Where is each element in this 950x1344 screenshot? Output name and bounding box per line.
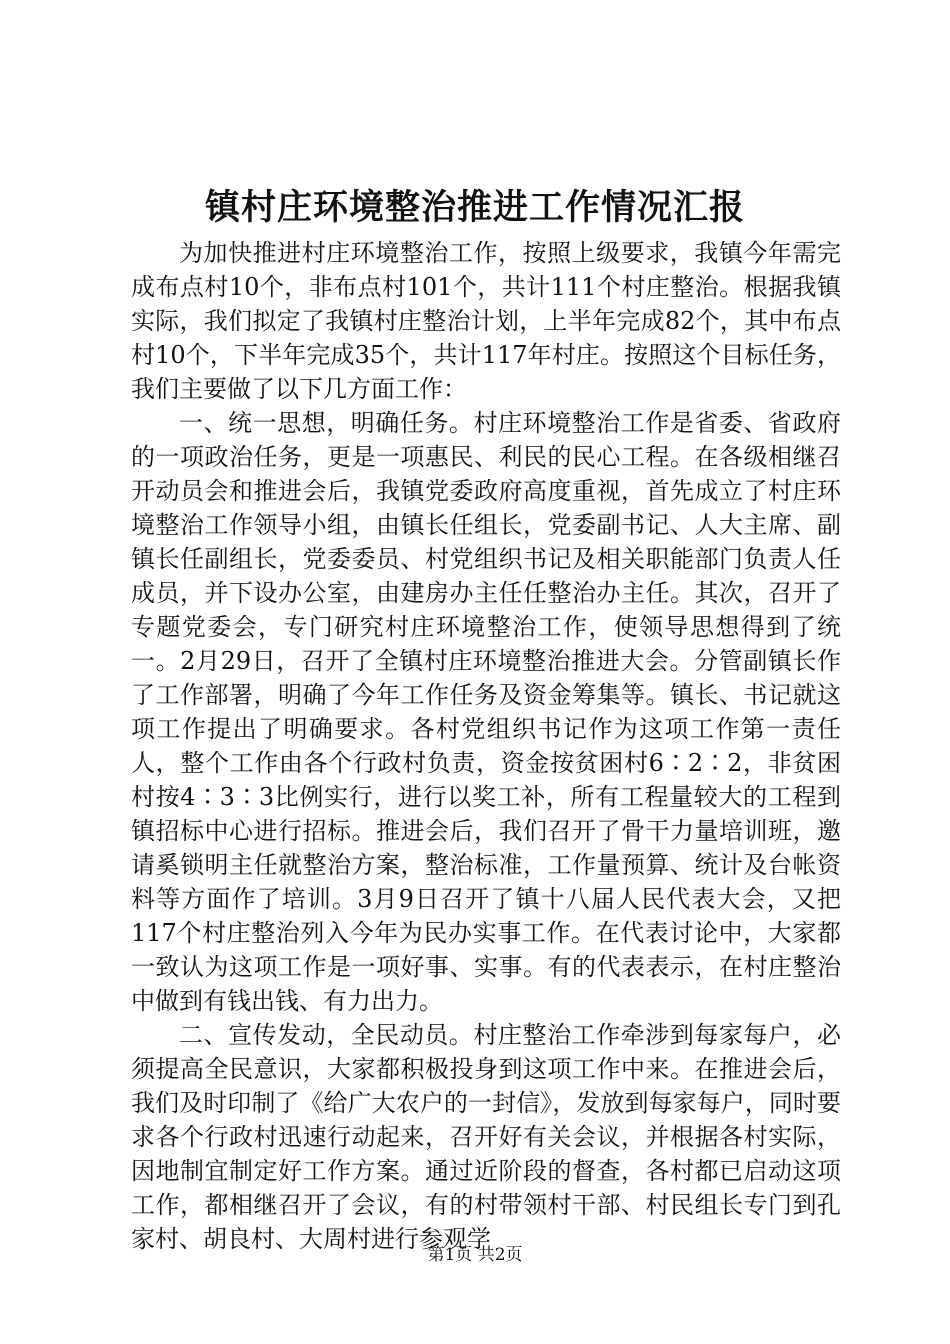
paragraph-section-1: 一、统一思想，明确任务。村庄环境整治工作是省委、省政府的一项政治任务，更是一项惠民、利民的民心工程。在各级相继召开动员会和推进会后，我镇党委政府高度重视，首先成立了村庄环境整治工作领导小组，由镇长任组长，党委副书记、人大主席、副镇长任副组长，党委委员、村党组织书记及相关职能部门负责人任成员，并下设办公室，由建房办主任任整治办主任。其次，召开了专题党委会，专门研究村庄环境整治工作，使领导思想得到了统一。2月29日，召开了全镇村庄环境整治推进大会。分管副镇长作了工作部署，明确了今年工作任务及资金筹集等。镇长、书记就这项工作提出了明确要求。各村党组织书记作为这项工作第一责任人，整个工作由各个行政村负责，资金按贫困村6∶2∶2，非贫困村按4∶3∶3比例实行，进行以奖工补，所有工程量较大的工程到镇招标中心进行招标。推进会后，我们召开了骨干力量培训班，邀请奚锁明主任就整治方案，整治标准，工作量预算、统计及台帐资料等方面作了培训。3月9日召开了镇十八届人民代表大会，又把117个村庄整治列入今年为民办实事工作。在代表讨论中，大家都一致认为这项工作是一项好事、实事。有的代表表示，在村庄整治中做到有钱出钱、有力出力。 [131, 409, 841, 1015]
paragraph-section-2: 二、宣传发动，全民动员。村庄整治工作牵涉到每家每户，必须提高全民意识，大家都积极投身到这项工作中来。在推进会后，我们及时印制了《给广大农户的一封信》，发放到每家每户，同时要求各个行政村迅速行动起来，召开好有关会议，并根据各村实际，因地制宜制定好工作方案。通过近阶段的督查，各村都已启动这项工作，都相继召开了会议，有的村带领村干部、村民组长专门到孔家村、胡良村、大周村进行参观学 [131, 1021, 841, 1253]
paragraph-intro: 为加快推进村庄环境整治工作，按照上级要求，我镇今年需完成布点村10个，非布点村101个，共计111个村庄整治。根据我镇实际，我们拟定了我镇村庄整治计划，上半年完成82个，其中布点村10个，下半年完成35个，共计117年村庄。按照这个目标任务，我们主要做了以下几方面工作： [131, 239, 841, 403]
document-title: 镇村庄环境整治推进工作情况汇报 [204, 187, 745, 228]
document-body [131, 236, 841, 1256]
page-footer: 第1页 共2页 [427, 1245, 523, 1265]
